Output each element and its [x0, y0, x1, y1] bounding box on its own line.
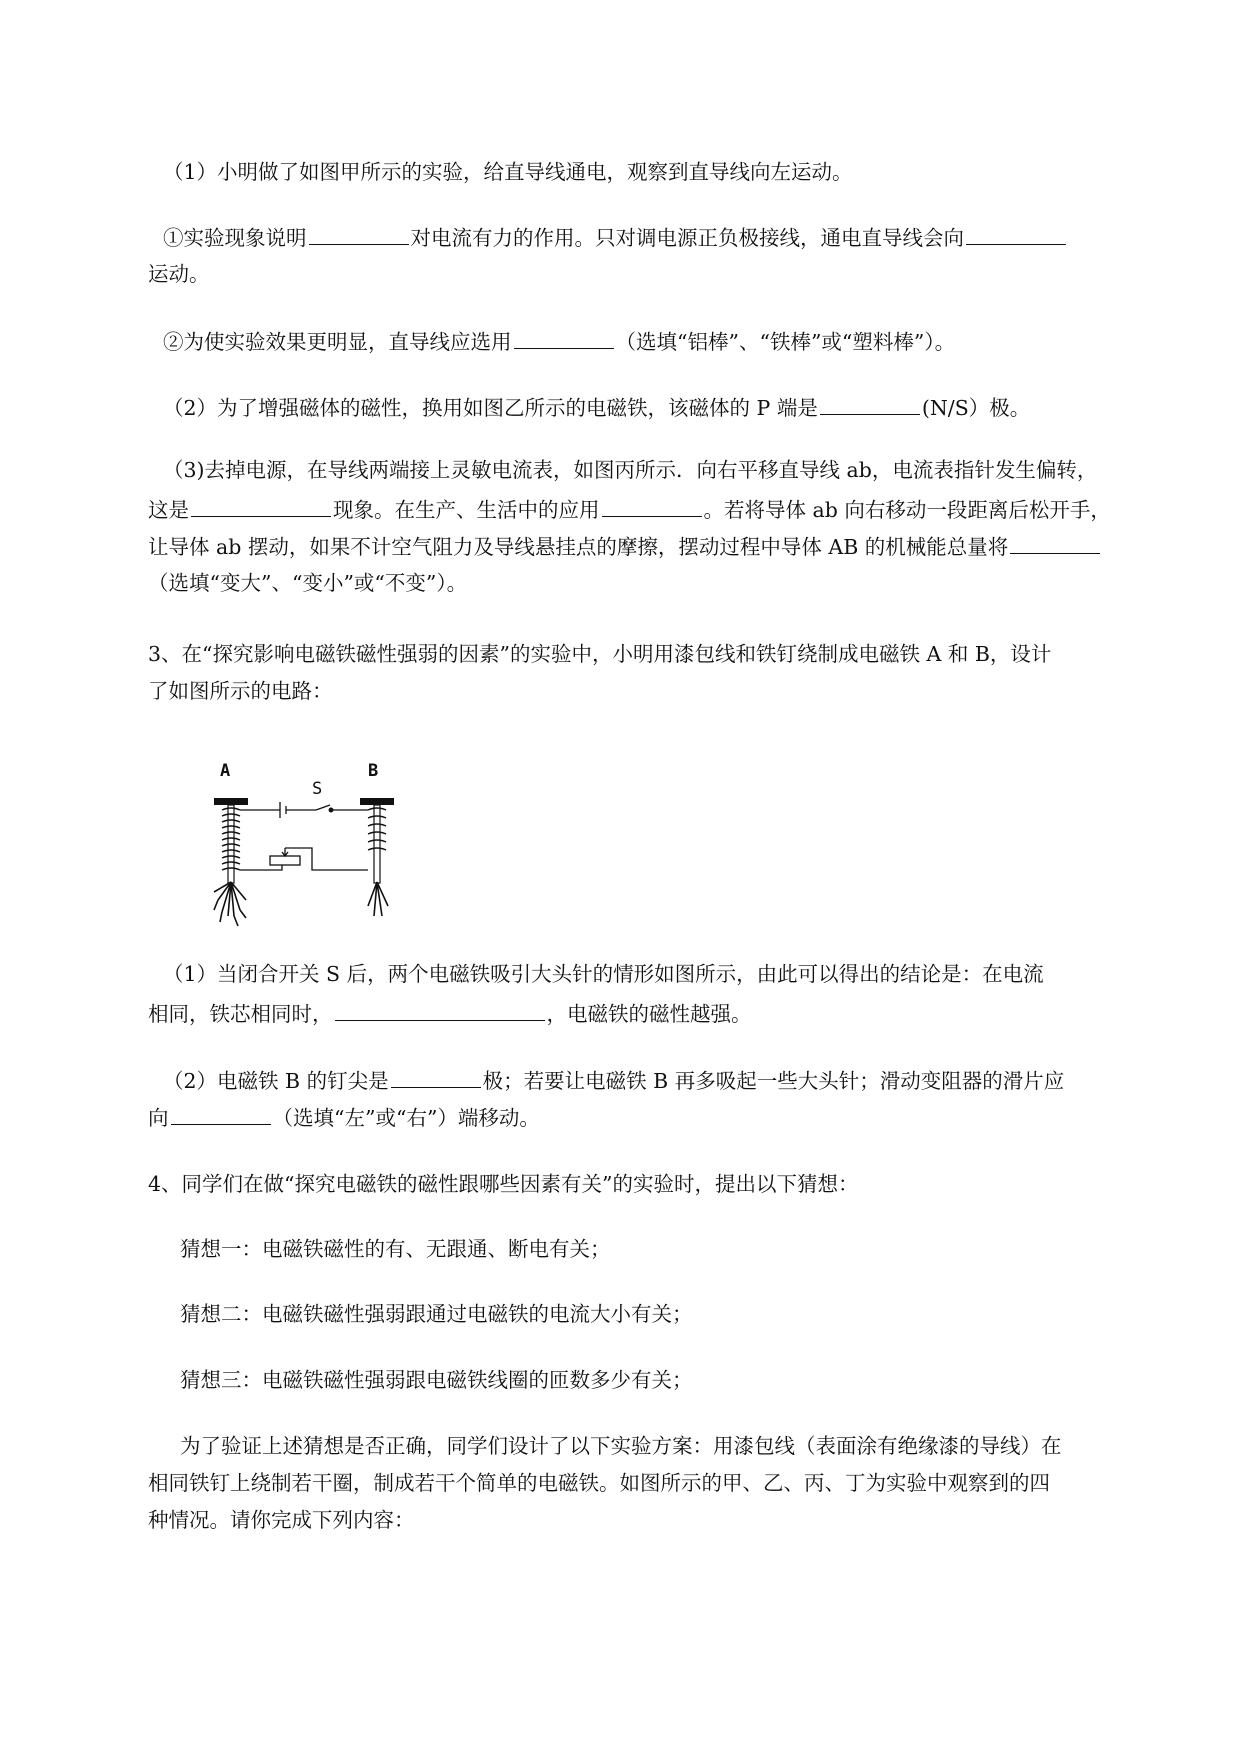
q4-guess1 [180, 1235, 1180, 1263]
q4-stem-text: 4、同学们在做“探究电磁铁的磁性跟哪些因素有关”的实验时，提出以下猜想： [148, 1172, 859, 1196]
q2-part3-post: 。若将导体 ab 向右移动一段距离后松开手， [703, 498, 1111, 522]
q2-part1a-cont [148, 260, 1148, 288]
q4-guess2 [180, 1300, 1180, 1328]
q3-sub1-text1: （1）当闭合开关 S 后，两个电磁铁吸引大头针的情形如图所示，由此可以得出的结论是：在电流 [163, 962, 1044, 986]
q4-plan-line3 [148, 1506, 1148, 1534]
circuit-diagram [212, 760, 402, 930]
q4-guess3 [180, 1366, 1180, 1394]
q2-part1-text: （1）小明做了如图甲所示的实验，给直导线通电，观察到直导线向左运动。 [163, 160, 853, 184]
q3-sub1-pre: 相同，铁芯相同时， [148, 1002, 333, 1026]
q3-stem-line2 [148, 677, 1148, 705]
electromagnet-b [360, 798, 394, 916]
q3-sub2-l2-pre: 向 [148, 1106, 169, 1130]
answer-blank[interactable] [1010, 531, 1100, 554]
q2-part3-text4: （选填“变大”、“变小”或“不变”）。 [148, 571, 468, 595]
label-b: B [368, 761, 379, 781]
q4-plan-text1: 为了验证上述猜想是否正确，同学们设计了以下实验方案：用漆包线（表面涂有绝缘漆的导线）在 [180, 1434, 1062, 1458]
q2-part3-line2 [148, 494, 1148, 524]
q2-part3-mid: 现象。在生产、生活中的应用 [333, 498, 600, 522]
q2-part1a-mid: 对电流有力的作用。只对调电源正负极接线，通电直导线会向 [410, 226, 964, 250]
q2-part2-post: (N/S）极。 [921, 396, 1031, 420]
answer-blank[interactable] [514, 326, 614, 349]
q4-plan-text3: 种情况。请你完成下列内容： [148, 1508, 415, 1532]
q2-part3-line4 [148, 569, 1148, 597]
q2-part3-l3-pre: 让导体 ab 摆动，如果不计空气阻力及导线悬挂点的摩擦，摆动过程中导体 AB 的机械能总量将 [148, 535, 1009, 559]
q4-guess1-text: 猜想一：电磁铁磁性的有、无跟通、断电有关； [180, 1237, 611, 1261]
q3-stem-text2: 了如图所示的电路： [148, 679, 333, 703]
q2-part3-line1 [163, 456, 1163, 484]
label-a: A [220, 761, 231, 781]
electromagnet-circuit-figure [212, 760, 402, 930]
q2-part1-intro [163, 158, 1163, 186]
q2-part2-pre: （2）为了增强磁体的磁性，换用如图乙所示的电磁铁，该磁体的 P 端是 [163, 396, 818, 420]
q4-guess2-text: 猜想二：电磁铁磁性强弱跟通过电磁铁的电流大小有关； [180, 1302, 693, 1326]
q3-sub1-post: ，电磁铁的磁性越强。 [546, 1002, 752, 1026]
q4-guess3-text: 猜想三：电磁铁磁性强弱跟电磁铁线圈的匝数多少有关； [180, 1368, 693, 1392]
q4-plan-line1 [180, 1432, 1180, 1460]
q4-plan-text2: 相同铁钉上绕制若干圈，制成若干个简单的电磁铁。如图所示的甲、乙、丙、丁为实验中观察到的四 [148, 1471, 1050, 1495]
answer-blank[interactable] [966, 222, 1066, 245]
q3-sub2-line1 [163, 1065, 1163, 1095]
q3-sub1-line1 [163, 960, 1163, 988]
answer-blank[interactable] [820, 392, 920, 415]
q3-sub2-l2-post: （选填“左”或“右”）端移动。 [272, 1106, 540, 1130]
q3-sub1-line2 [148, 998, 1148, 1028]
q3-stem-text1: 3、在“探究影响电磁铁磁性强弱的因素”的实验中，小明用漆包线和铁钉绕制成电磁铁 A 和 B，设计 [148, 642, 1052, 666]
q4-stem [148, 1170, 1148, 1198]
q2-part1b-post: （选填“铝棒”、“铁棒”或“塑料棒”）。 [615, 330, 956, 354]
q2-part1a [163, 222, 1163, 252]
answer-blank[interactable] [391, 1065, 481, 1088]
q4-plan-line2 [148, 1469, 1148, 1497]
label-s: S [312, 779, 323, 799]
electromagnet-a [214, 798, 248, 926]
q3-sub2-pre: （2）电磁铁 B 的钉尖是 [163, 1069, 389, 1093]
q3-stem-line1 [148, 640, 1148, 668]
q2-part1b-pre: ②为使实验效果更明显，直导线应选用 [163, 330, 512, 354]
q3-sub2-post: 极；若要让电磁铁 B 再多吸起一些大头针；滑动变阻器的滑片应 [482, 1069, 1065, 1093]
answer-blank[interactable] [171, 1102, 271, 1125]
q2-part1a-pre: ①实验现象说明 [163, 226, 307, 250]
answer-blank[interactable] [335, 998, 545, 1021]
q2-part1a-post: 运动。 [148, 262, 210, 286]
q2-part3-line3 [148, 531, 1148, 561]
answer-blank[interactable] [309, 222, 409, 245]
answer-blank[interactable] [191, 494, 331, 517]
q2-part3-text1: （3)去掉电源，在导线两端接上灵敏电流表，如图丙所示．向右平移直导线 ab，电流表指针发生偏转， [163, 458, 1098, 482]
q2-part3-pre: 这是 [148, 498, 189, 522]
q3-sub2-line2 [148, 1102, 1148, 1132]
answer-blank[interactable] [602, 494, 702, 517]
q2-part1b [163, 326, 1163, 356]
q2-part2 [163, 392, 1163, 422]
circuit-wires [240, 802, 368, 870]
